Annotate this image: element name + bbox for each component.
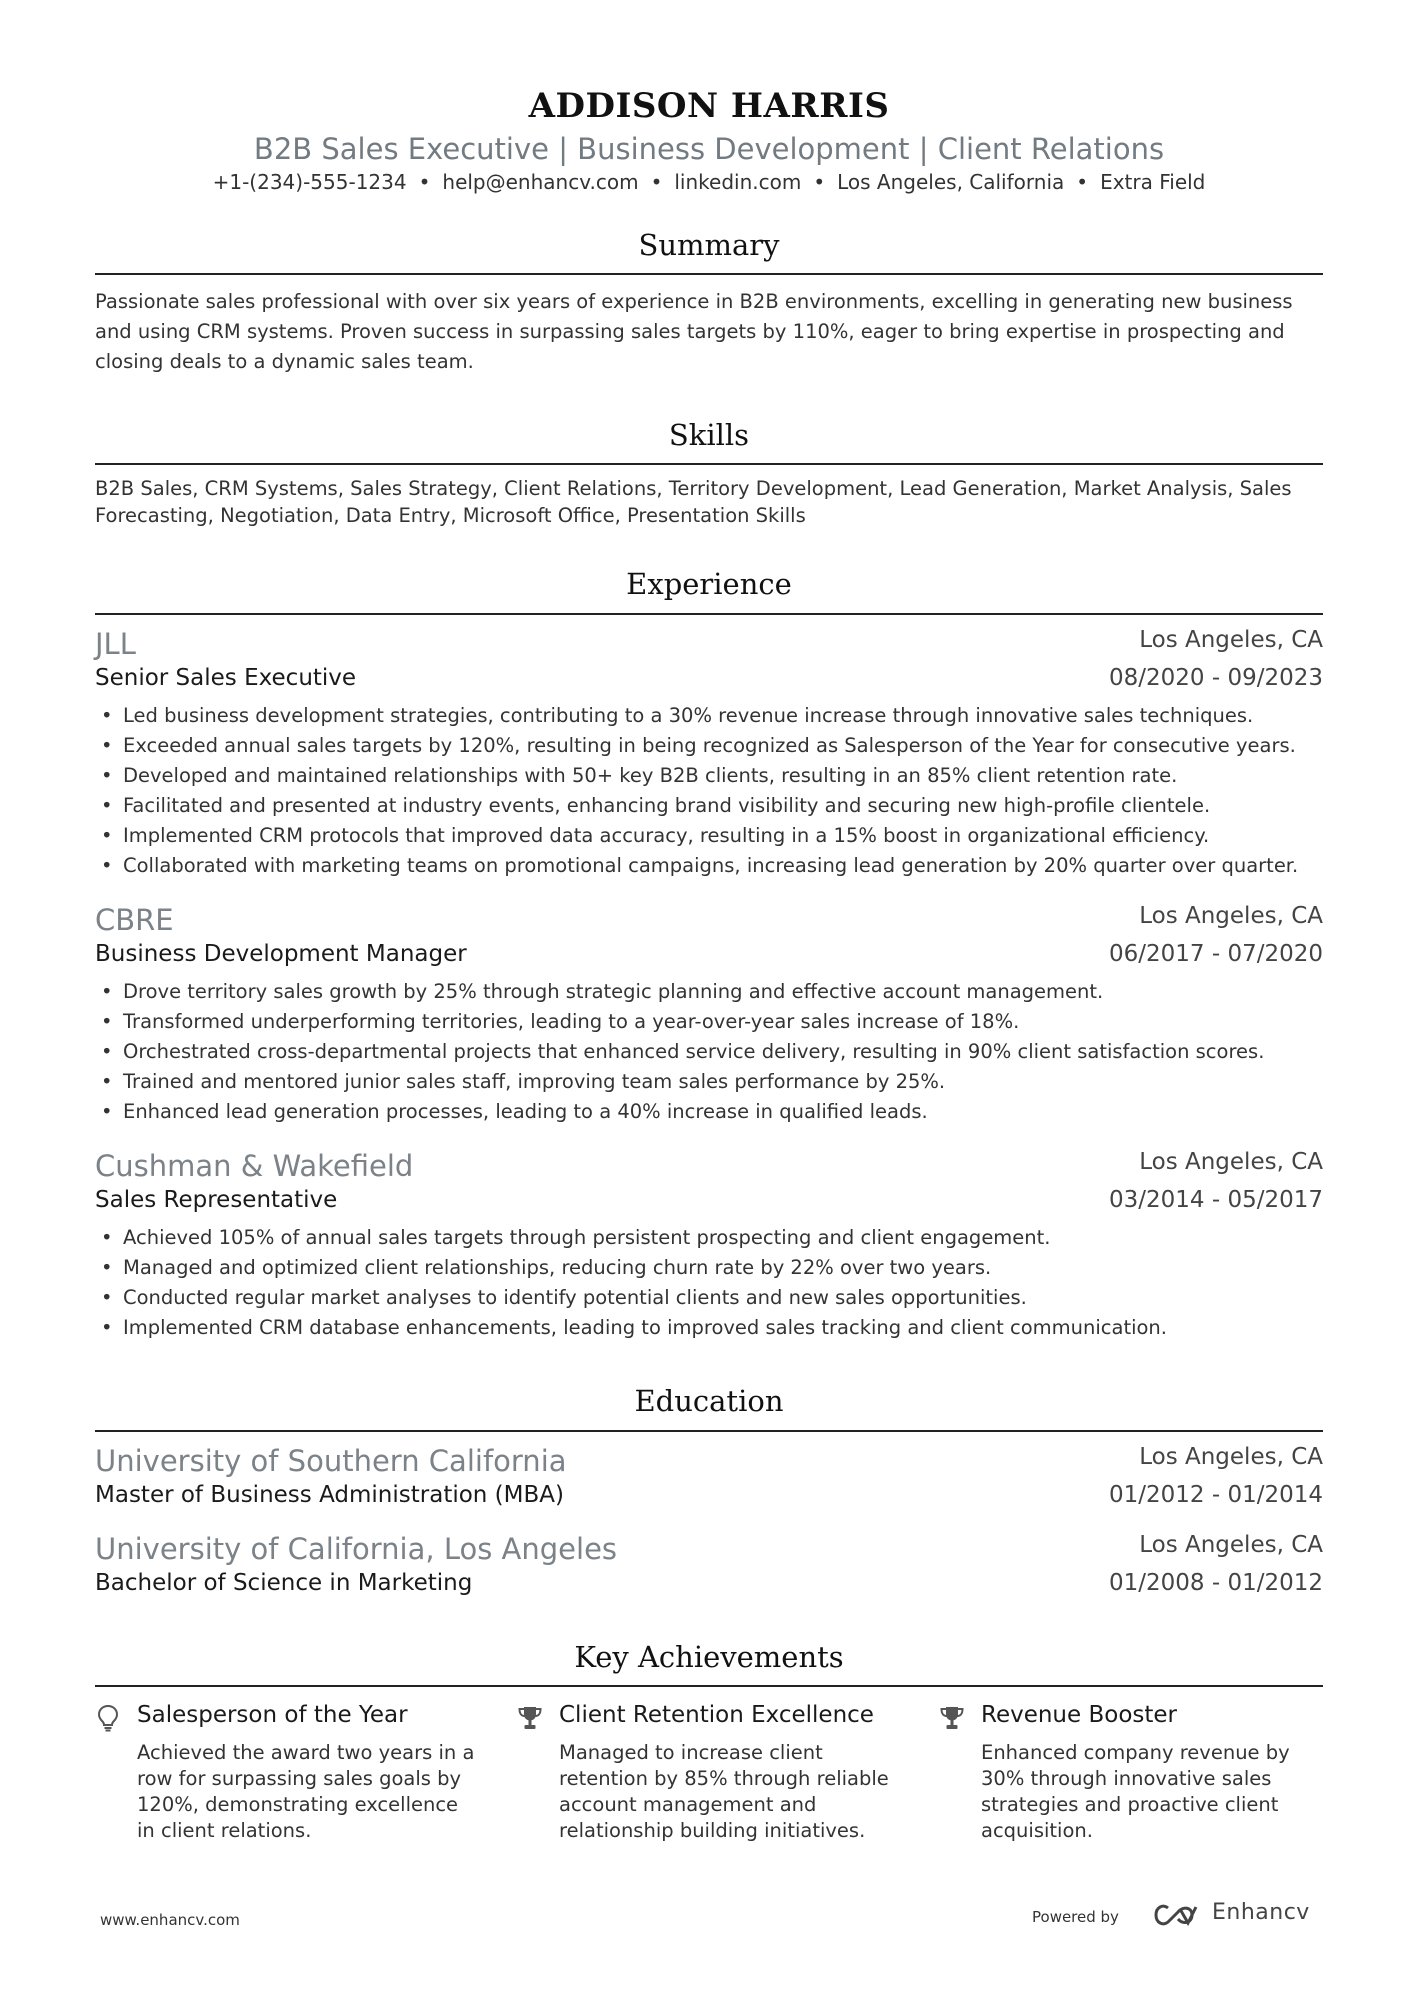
degree: Master of Business Administration (MBA): [95, 1482, 564, 1508]
company-name: JLL: [95, 627, 136, 661]
section-divider: [95, 1685, 1323, 1687]
job-title: Sales Representative: [95, 1187, 338, 1213]
bullet-item: • Led business development strategies, contributing to a 30% revenue increase through innovative sales techniques.: [95, 701, 1323, 731]
enhancv-logo-icon: [1152, 1898, 1204, 1932]
bullet-item: • Facilitated and presented at industry events, enhancing brand visibility and securing new high-profile clientele.: [95, 791, 1323, 821]
bullet-item: • Exceeded annual sales targets by 120%, resulting in being recognized as Salesperson of the Year for consecutive years.: [95, 731, 1323, 761]
job-bullets: [95, 701, 1323, 881]
job-title: Senior Sales Executive: [95, 665, 357, 691]
education-dates: 01/2012 - 01/2014: [1108, 1482, 1323, 1508]
section-title-achievements: Key Achievements: [574, 1640, 844, 1674]
bullet-item: • Managed and optimized client relationships, reducing churn rate by 22% over two years.: [95, 1253, 1323, 1283]
company-name: Cushman & Wakefield: [95, 1149, 414, 1183]
job-dates: 03/2014 - 05/2017: [1108, 1187, 1323, 1213]
summary-line: and using CRM systems. Proven success in surpassing sales targets by 110%, eager to bring expertise in prospecting and: [95, 320, 1285, 343]
contact-separator: •: [650, 170, 663, 194]
skills-line: Forecasting, Negotiation, Data Entry, Microsoft Office, Presentation Skills: [95, 504, 806, 527]
trophy-icon: [939, 1704, 965, 1732]
bullet-item: • Transformed underperforming territories, leading to a year-over-year sales increase of 18%.: [95, 1007, 1323, 1037]
job-bullets: [95, 1223, 1323, 1343]
company-name: CBRE: [95, 903, 174, 937]
bullet-item: • Drove territory sales growth by 25% through strategic planning and effective account management.: [95, 977, 1323, 1007]
job-bullets: [95, 977, 1323, 1127]
section-title-education: Education: [634, 1384, 784, 1418]
summary-line: closing deals to a dynamic sales team.: [95, 350, 474, 373]
summary-line: Passionate sales professional with over six years of experience in B2B environments, excelling in generating new business: [95, 290, 1293, 313]
school-location: Los Angeles, CA: [1139, 1444, 1323, 1470]
job-location: Los Angeles, CA: [1139, 1149, 1323, 1175]
bullet-item: • Trained and mentored junior sales staff, improving team sales performance by 25%.: [95, 1067, 1323, 1097]
achievement-description: Enhanced company revenue by 30% through innovative sales strategies and proactive client acquisition.: [981, 1741, 1290, 1842]
extra-field: Extra Field: [1100, 170, 1206, 194]
section-divider: [95, 463, 1323, 465]
resume-page: [95, 0, 1323, 1995]
bullet-item: • Conducted regular market analyses to identify potential clients and new sales opportunities.: [95, 1283, 1323, 1313]
contact-separator: •: [813, 170, 826, 194]
section-title-experience: Experience: [626, 567, 792, 601]
bullet-item: • Developed and maintained relationships with 50+ key B2B clients, resulting in an 85% client retention rate.: [95, 761, 1323, 791]
section-title-skills: Skills: [668, 418, 750, 452]
linkedin[interactable]: linkedin.com: [674, 170, 802, 194]
achievement-title: Client Retention Excellence: [559, 1702, 874, 1728]
job-location: Los Angeles, CA: [1139, 903, 1323, 929]
contact-separator: •: [418, 170, 431, 194]
school-name: University of California, Los Angeles: [95, 1532, 618, 1566]
candidate-name: ADDISON HARRIS: [528, 86, 890, 126]
achievement-title: Salesperson of the Year: [137, 1702, 408, 1728]
skills-text: [95, 475, 1323, 529]
phone: +1-(234)-555-1234: [212, 170, 407, 194]
summary-text: [95, 287, 1323, 377]
trophy-icon: [517, 1704, 543, 1732]
headline: B2B Sales Executive | Business Development | Client Relations: [253, 132, 1165, 166]
degree: Bachelor of Science in Marketing: [95, 1570, 473, 1596]
bullet-item: • Orchestrated cross-departmental projects that enhanced service delivery, resulting in 90% client satisfaction scores.: [95, 1037, 1323, 1067]
achievement-description: Achieved the award two years in a row for surpassing sales goals by 120%, demonstrating excellence in client relations.: [137, 1741, 475, 1842]
contact-line: [95, 170, 1323, 194]
bullet-item: • Implemented CRM protocols that improved data accuracy, resulting in a 15% boost in organizational efficiency.: [95, 821, 1323, 851]
bullet-item: • Collaborated with marketing teams on promotional campaigns, increasing lead generation by 20% quarter over quarter.: [95, 851, 1323, 881]
job-title: Business Development Manager: [95, 941, 467, 967]
footer-brand[interactable]: Enhancv: [1212, 1900, 1310, 1925]
job-location: Los Angeles, CA: [1139, 627, 1323, 653]
school-location: Los Angeles, CA: [1139, 1532, 1323, 1558]
section-divider: [95, 1430, 1323, 1432]
job-dates: 06/2017 - 07/2020: [1108, 941, 1323, 967]
email[interactable]: help@enhancv.com: [442, 170, 639, 194]
section-divider: [95, 613, 1323, 615]
education-dates: 01/2008 - 01/2012: [1108, 1570, 1323, 1596]
bullet-item: • Achieved 105% of annual sales targets through persistent prospecting and client engagement.: [95, 1223, 1323, 1253]
location: Los Angeles, California: [837, 170, 1065, 194]
achievement-description: Managed to increase client retention by 85% through reliable account management and relationship building initiatives.: [559, 1741, 889, 1842]
section-divider: [95, 273, 1323, 275]
bullet-item: • Enhanced lead generation processes, leading to a 40% increase in qualified leads.: [95, 1097, 1323, 1127]
job-dates: 08/2020 - 09/2023: [1108, 665, 1323, 691]
contact-separator: •: [1076, 170, 1089, 194]
bullet-item: • Implemented CRM database enhancements, leading to improved sales tracking and client communication.: [95, 1313, 1323, 1343]
footer-powered-by: Powered by: [1032, 1908, 1119, 1926]
lightbulb-icon: [95, 1704, 121, 1732]
footer-website[interactable]: www.enhancv.com: [100, 1911, 240, 1929]
skills-line: B2B Sales, CRM Systems, Sales Strategy, Client Relations, Territory Development, Lead Generation, Market Analysis, Sales: [95, 477, 1292, 500]
school-name: University of Southern California: [95, 1444, 567, 1478]
achievement-title: Revenue Booster: [981, 1702, 1178, 1728]
section-title-summary: Summary: [638, 228, 780, 262]
